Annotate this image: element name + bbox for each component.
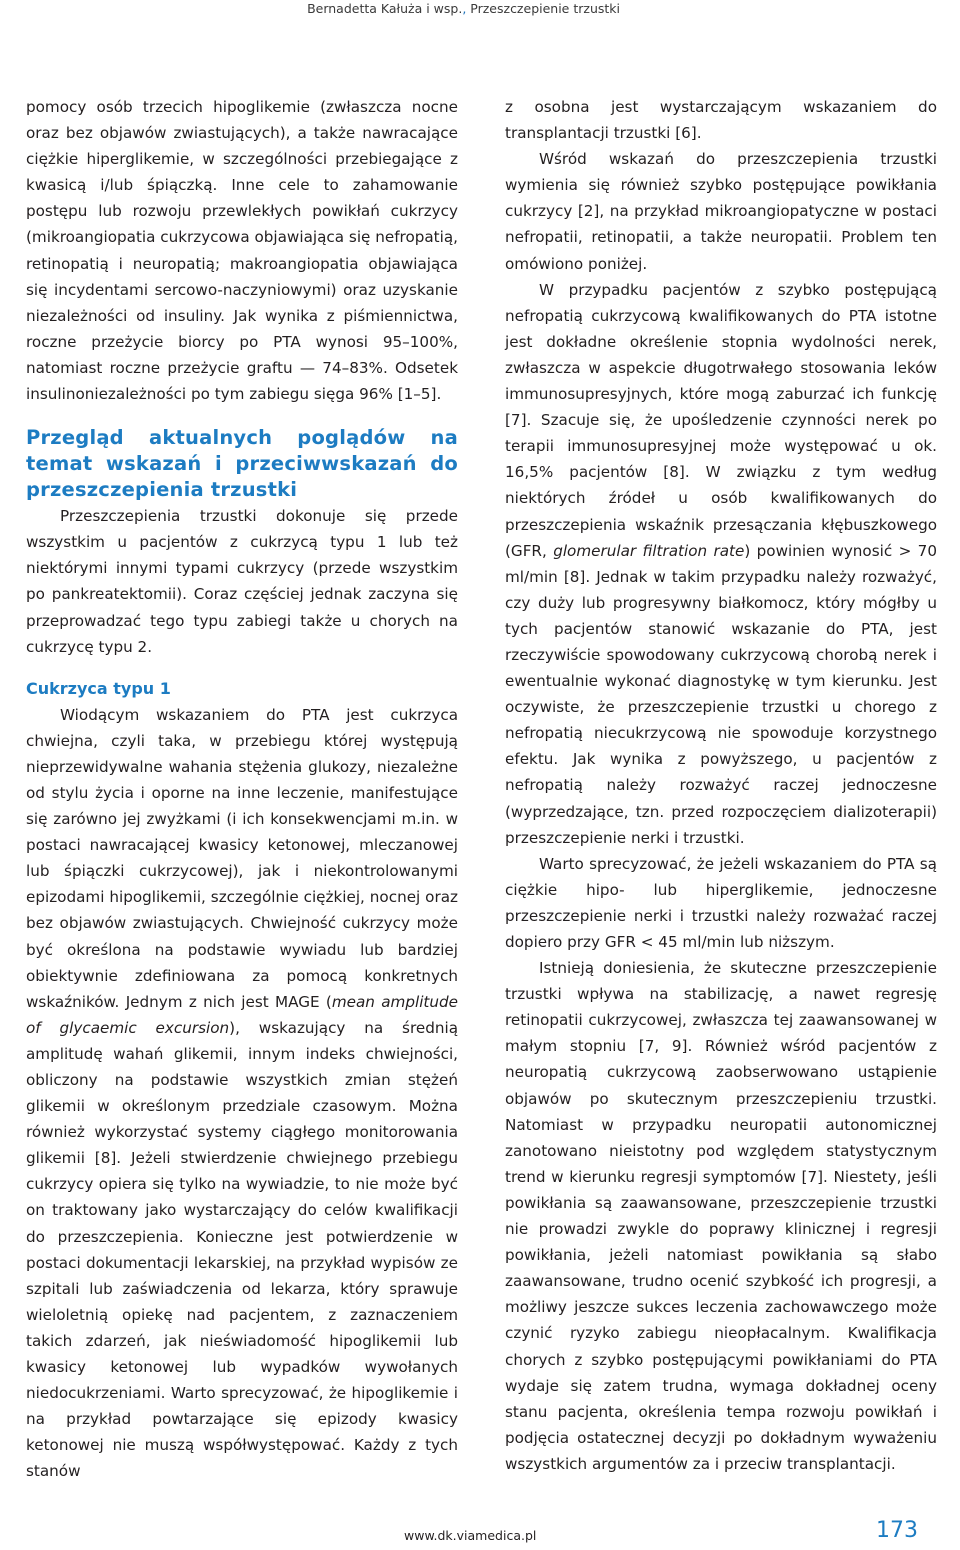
- section-heading-indications: Przegląd aktualnych poglądów na temat wskazań i przeciwwskazań do przeszczepienia trzustki: [26, 426, 458, 502]
- header-authors: Bernadetta Kałuża i wsp.: [307, 1, 463, 16]
- header-separator: ,: [462, 1, 467, 16]
- right-paragraph-4: Warto sprecyzować, że jeżeli wskazaniem do PTA są ciężkie hipo- lub hiperglikemie, jednoczesne przeszczepienie nerki i trzustki należy rozważać raczej dopiero przy GFR < 45 ml/min lub niższym.: [505, 854, 937, 951]
- right-paragraph-1: z osobna jest wystarczającym wskazaniem do transplantacji trzustki [6].: [505, 98, 937, 143]
- left-p3-part-b: ), wskazujący na średnią amplitudę wahań glikemii, innym indeks chwiejności, obliczony na podstawie wszystkich zmian stężeń glikemii w określonym przedziale czasowym. Można również wykorzystać systemy ciągłego monitorowania glikemii [8]. Jeżeli stwierdzenie chwiejnego przebiegu cukrzycy opiera się tylko na wywiadzie, to nie może być on traktowany jako wystarczający do celów kwalifikacji do przeszczepienia. Konieczne jest potwierdzenie w postaci dokumentacji lekarskiej, na przykład wypisów ze szpitali lub zaświadczenia od lekarza, który sprawuje wieloletnią opiekę nad pacjentem, z zaznaczeniem takich zdarzeń, jak nieświadomość hipoglikemii lub kwasicy ketonowej lub wypadków wywołanych niedocukrzeniami. Warto sprecyzować, że hipoglikemie i na przykład powtarzające się epizody kwasicy ketonowej nie muszą współwystępować. Każdy z tych stanów: [26, 1018, 459, 1481]
- left-p3-part-a: Wiodącym wskazaniem do PTA jest cukrzyca chwiejna, czyli taka, w przebiegu której występują nieprzewidywalne wahania stężenia glukozy, niezależne od stylu życia i oporne na inne leczenie, manifestujące się zarówno jej zwyżkami (i ich konsekwencjami m.in. w postaci nawracającej kwasicy ketonowej, mleczanowej lub śpiączki cukrzycowej), jak i niekontrolowanymi epizodami hipoglikemii, szczególnie ciężkiej, nocnej oraz bez objawów zwiastujących. Chwiejność cukrzycy może być określona na podstawie wywiadu lub bardziej obiektywnie zdefiniowana za pomocą konkretnych wskaźników. Jednym z nich jest MAGE (: [26, 705, 458, 1011]
- right-p3-part-b: ) powinien wynosić > 70 ml/min [8]. Jednak w takim przypadku należy rozważyć, czy duży lub progresywny białkomocz, który mógłby u tych pacjentów stanowić wskazanie do PTA, jest rzeczywiście spowodowany cukrzycową chorobą nerek i ewentualnie wykonać diagnostykę w tym kierunku. Jest oczywiste, że przeszczepienie trzustki u chorego z nefropatią niecukrzycową nie spowoduje korzystnego efektu. Jak wynika z powyższego, u pacjentów z nefropatią należy rozważyć raczej jednoczesne (wyprzedzające, tzn. przed rozpoczęciem dializoterapii) przeszczepienie nerki i trzustki.: [505, 541, 937, 847]
- subsection-heading-type1: Cukrzyca typu 1: [26, 678, 171, 698]
- footer-url[interactable]: www.dk.viamedica.pl: [404, 1528, 537, 1543]
- left-p3-italic: mean amplitude of glycaemic excursion: [26, 992, 458, 1037]
- left-paragraph-3: [26, 702, 458, 1485]
- page-number: 173: [876, 1518, 918, 1543]
- left-paragraph-1: pomocy osób trzecich hipoglikemie (zwłaszcza nocne oraz bez objawów zwiastujących), a także nawracające ciężkie hiperglikemie, w szczególności przebiegające z kwasicą i/lub śpiączką. Inne cele to zahamowanie postępu lub rozwoju przewlekłych powikłań cukrzycy (mikroangiopatia cukrzycowa objawiająca się nefropatią, retinopatią i neuropatią; makroangiopatia objawiająca się incydentami sercowo-naczyniowymi) oraz uzyskanie niezależności od insuliny. Jak wynika z piśmiennictwa, roczne przeżycie biorcy po PTA wynosi 95–100%, natomiast roczne przeżycie graftu — 74–83%. Odsetek insulinoniezależności po tym zabiegu sięga 96% [1–5].: [26, 98, 458, 404]
- right-p3-italic: glomerular filtration rate: [553, 541, 745, 560]
- running-header: [307, 0, 620, 18]
- left-paragraph-2: Przeszczepienia trzustki dokonuje się przede wszystkim u pacjentów z cukrzycą typu 1 lub też niektórymi innymi typami cukrzycy (przede wszystkim po pankreatektomii). Coraz częściej jednak zaczyna się przeprowadzać tego typu zabiegi także u chorych na cukrzycę typu 2.: [26, 507, 458, 656]
- right-p3-part-a: W przypadku pacjentów z szybko postępującą nefropatią cukrzycową kwalifikowanych do PTA istotne jest dokładne określenie stopnia wydolności nerek, zwłaszcza w aspekcie długotrwałego stosowania leków immunosupresyjnych, które mogą zaburzać ich funkcję [7]. Szacuje się, że upośledzenie czynności nerek po terapii immunosupresyjnej może występować u ok. 16,5% pacjentów [8]. W związku z tym według niektórych źródeł u osób kwalifikowanych do przeszczepienia wskaźnik przesączania kłębuszkowego (GFR,: [505, 280, 937, 560]
- right-paragraph-5: Istnieją doniesienia, że skuteczne przeszczepienie trzustki wpływa na stabilizację, a nawet regresję retinopatii cukrzycowej, zwłaszcza tej zaawansowanej w małym stopniu [7, 9]. Również wśród pacjentów z neuropatią cukrzycową zaobserwowano ustąpienie objawów po skutecznym przeszczepieniu trzustki. Natomiast w przypadku neuropatii autonomicznej zanotowano nieistotny pod względem statystycznym trend w kierunku regresji symptomów [7]. Niestety, jeśli powikłania są zaawansowane, przeszczepienie trzustki nie prowadzi zwykle do poprawy klinicznej i regresji powikłania, jeżeli natomiast powikłania są słabo zaawansowane, trudno ocenić szybkość ich progresji, a możliwy jeszcze sukces leczenia zachowawczego może czynić ryzyko zabiegu nieopłacalnym. Kwalifikacja chorych z szybko postępującymi powikłaniami do PTA wydaje się zatem trudna, wymaga dokładnej oceny stanu pacjenta, określenia tempa rozwoju powikłań i podjęcia ostatecznej decyzji po dokładnym wyważeniu wszystkich argumentów za i przeciw transplantacji.: [505, 959, 937, 1473]
- left-column: [26, 94, 458, 1485]
- right-paragraph-3: [505, 277, 937, 851]
- right-column: [505, 94, 937, 1477]
- right-paragraph-2: Wśród wskazań do przeszczepienia trzustki wymienia się również szybko postępujące powikłania cukrzycy [2], na przykład mikroangiopatyczne w postaci nefropatii, retinopatii, a także neuropatii. Problem ten omówiono poniżej.: [505, 150, 937, 273]
- header-title: Przeszczepienie trzustki: [470, 1, 620, 16]
